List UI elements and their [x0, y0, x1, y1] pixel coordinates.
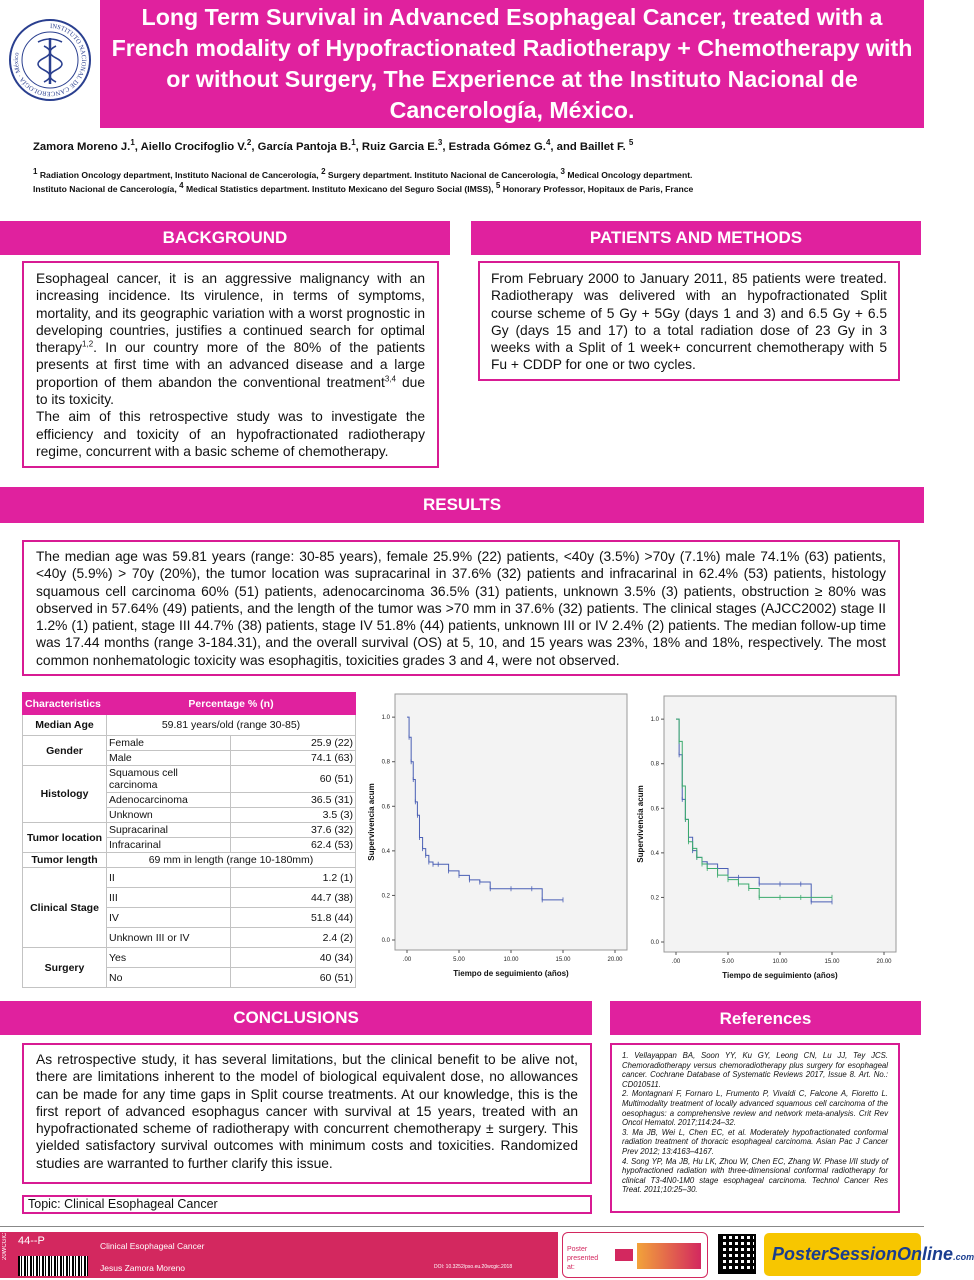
table-row: Unknown 3.5 (3)	[23, 808, 356, 823]
x-tick-label: 15.00	[824, 959, 840, 965]
table-row: Male 74.1 (63)	[23, 751, 356, 766]
table-header-characteristics: Characteristics	[23, 693, 107, 715]
survival-chart-overall	[363, 690, 631, 990]
reference-item: 1. Vellayappan BA, Soon YY, Ku GY, Leong CN, Lu JJ, Tey JCS. Chemoradiotherapy versus chemoradiotherapy plus surgery for esophageal cancer. Cochrane Database of Systematic Reviews 2017, Issue 8. Art. No.: CD010511.	[622, 1051, 888, 1089]
institute-logo	[0, 0, 100, 128]
table-row: IV 51.8 (44)	[23, 908, 356, 928]
x-tick-label: .00	[671, 959, 681, 965]
x-tick-label: 20.00	[607, 957, 623, 963]
conclusions-box: As retrospective study, it has several limitations, but the clinical benefit to be alive not, there are limitations inherent to the model of biological equivalent dose, no allowances can be made for any time gaps in Split course treatments. At our knowledge, this is the first report of advanced esophagus cancer with survival at 15 years, treated with an hypofractionated scheme of radiotherapy with concurrent chemotherapy ± surgery. This yielded satisfactory survival outcomes with minimum costs and toxicities. Randomized studies are warranted to further clarify this issue.	[22, 1043, 592, 1184]
table-row: Gender Female 25.9 (22)	[23, 736, 356, 751]
table-row: Unknown III or IV 2.4 (2)	[23, 928, 356, 948]
footer-code-block	[0, 1232, 94, 1278]
background-box: Esophageal cancer, it is an aggressive malignancy with an increasing incidence. Its virulence, in terms of symptoms, mortality, and its geographic variation with a worst prognostic in developing countries, justifies a continued search for optimal therapy$^{1,2}$. In our country more of the 80% of the patients presents at first time with an advanced disease and a large proportion of them abandon the conventional treatment$^{3,4}$ due to its toxicity. The aim of this retrospective study was to investigate the efficiency and toxicity of an hypofractionated radiotherapy regime, concurrent with a basic scheme of chemotherapy.	[22, 261, 439, 468]
congress-code: 20WCGIC	[2, 1232, 8, 1260]
reference-item: 4. Song YP, Ma JB, Hu LK, Zhou W, Chen EC, Zhang W. Phase I/II study of hypofractioned radiation with three-dimensional conformal radiotherapy for clinical T3-4N0-1M0 stage esophageal carcinoma. Technol Cancer Res Treat. 2011;10:25–30.	[622, 1156, 888, 1195]
y-tick-label: 0.4	[650, 850, 659, 857]
esmo-logo	[615, 1249, 633, 1261]
y-axis-label: Supervivencia acum	[367, 783, 376, 861]
affiliations: $^1$ Radiation Oncology department, Instituto Nacional de Cancerología, $^2$ Surgery department. Instituto Nacional de Cancerología, $^3$ Medical Oncology department. Instituto Nacional de Cancerología, $^4$ Medical Statistics department. Instituto Mexicano del Seguro Social (IMSS), $^5$ Honorary Professor, Hopitaux de Paris, France	[33, 167, 694, 194]
y-tick-label: 0.6	[650, 806, 659, 813]
results-box: The median age was 59.81 years (range: 30-85 years), female 25.9% (22) patients, <40y (3.5%) >70y (7.1%) male 74.1% (63) patients, <40y (5.9%) > 70y (20%), the tumor location was supracarinal in 37.6% (32) patients and infracarinal in 62.4% (53) patients, histology squamous cell carcinoma 60% (51) patients, adenocarcinoma 36.5% (31) patients, unknown 3.5% (3) patients, obstruction ≥ 80% was observed in 57.64% (49) patients, and the length of the tumor was >70 mm in 37.6% (32) patients. The clinical stages (AJCC2002) stage II 1.2% (1) patient, stage III 44.7% (38) patients, stage IV 51.8% (44) patients, unknown III or IV 2.4% (2) patients. The median follow-up time was 17.44 months (range 3-184.31), and the overall survival (OS) at 5, 10, and 15 years was 23%, 18% and 18%, respectively. The most common nonhematologic toxicity was esophagitis, toxicities grades 3 and 4, were not observed.	[22, 540, 900, 676]
y-tick-label: 0.2	[650, 895, 659, 902]
y-tick-label: 0.6	[381, 804, 390, 811]
footer-divider	[0, 1226, 924, 1227]
y-tick-label: 0.2	[381, 893, 390, 900]
logo-ring-text: INSTITUTO NACIONAL DE CANCEROLOGÍA · México	[12, 22, 87, 98]
presented-at-label: Poster presented at:	[567, 1246, 599, 1271]
brand-tld: .com	[953, 1252, 974, 1262]
table-row: Tumor length 69 mm in length (range 10-180mm)	[23, 853, 356, 868]
brand-name: PosterSessionOnline	[772, 1244, 954, 1264]
reference-item: 2. Montagnani F, Fornaro L, Frumento P, Vivaldi C, Falcone A, Fioretto L. Multimodality treatment of locally advanced squamous cell carcinoma of the oesophagus: a comprehensive review and network meta-analysis. Crit Rev Oncol Hematol. 2017;114:24–32.	[622, 1089, 888, 1128]
x-tick-label: .00	[402, 957, 412, 963]
table-row: Clinical Stage II 1.2 (1)	[23, 868, 356, 888]
y-tick-label: 0.0	[650, 940, 659, 946]
y-tick-label: 0.0	[381, 938, 390, 944]
plot-area	[664, 696, 896, 952]
postersessiononline-logo	[764, 1233, 974, 1276]
table-row: Infracarinal 62.4 (53)	[23, 838, 356, 853]
table-row: No 60 (51)	[23, 968, 356, 988]
y-tick-label: 0.8	[650, 761, 659, 768]
x-axis-label: Tiempo de seguimiento (años)	[453, 969, 569, 978]
footer-doi: DOI: 10.3252/pso.eu.20wcgic.2018	[434, 1264, 513, 1270]
y-tick-label: 0.8	[381, 759, 390, 766]
methods-heading: PATIENTS AND METHODS	[471, 221, 921, 255]
table-row: Histology Squamous cell carcinoma 60 (51)	[23, 766, 356, 793]
y-tick-label: 0.4	[381, 848, 390, 855]
table-row: Tumor location Supracarinal 37.6 (32)	[23, 823, 356, 838]
topic-label: Topic: Clinical Esophageal Cancer	[22, 1195, 592, 1214]
table-row: Surgery Yes 40 (34)	[23, 948, 356, 968]
table-header-percentage: Percentage % (n)	[107, 693, 356, 715]
x-tick-label: 5.00	[722, 959, 734, 965]
background-heading: BACKGROUND	[0, 221, 450, 255]
references-box	[610, 1043, 900, 1213]
footer-info-block	[94, 1232, 558, 1278]
wcgic-logo	[637, 1243, 701, 1269]
y-axis-label: Supervivencia acum	[636, 785, 645, 863]
barcode	[18, 1256, 88, 1276]
table-row: Median Age 59.81 years/old (range 30-85)	[23, 715, 356, 736]
plot-area	[395, 694, 627, 950]
presented-at-block	[562, 1232, 708, 1278]
table-row: Adenocarcinoma 36.5 (31)	[23, 793, 356, 808]
footer-author: Jesus Zamora Moreno	[100, 1263, 186, 1273]
y-tick-label: 1.0	[650, 717, 659, 724]
poster-number: 44--P	[18, 1235, 45, 1247]
qr-code	[718, 1234, 756, 1274]
y-tick-label: 1.0	[381, 715, 390, 722]
methods-box: From February 2000 to January 2011, 85 patients were treated. Radiotherapy was delivered with an hypofractionated Split course scheme of 5 Gy + 5Gy (days 1 and 3) and 6.5 Gy + 6.5 Gy (days 15 and 17) to a total radiation dose of 23 Gy in 3 weeks with a Split of 1 week+ concurrent chemotherapy with 5 Fu + CDDP for one or two cycles.	[478, 261, 900, 381]
conclusions-heading: CONCLUSIONS	[0, 1001, 592, 1035]
reference-item: 3. Ma JB, Wei L, Chen EC, et al. Moderately hypofractionated conformal radiation treatment of thoracic esophageal carcinoma. Asian Pac J Cancer Prev 2012; 13:4163–4167.	[622, 1127, 888, 1156]
references-heading: References	[610, 1001, 921, 1035]
table-row: III 44.7 (38)	[23, 888, 356, 908]
results-heading: RESULTS	[0, 487, 924, 523]
x-tick-label: 15.00	[555, 957, 571, 963]
x-axis-label: Tiempo de seguimiento (años)	[722, 971, 838, 980]
x-tick-label: 5.00	[453, 957, 465, 963]
x-tick-label: 10.00	[503, 957, 519, 963]
characteristics-table	[22, 692, 356, 988]
poster-title: Long Term Survival in Advanced Esophageal Cancer, treated with a French modality of Hypofractionated Radiotherapy + Chemotherapy with or without Surgery, The Experience at the Instituto Nacional de Cancerología, México.	[100, 0, 924, 128]
x-tick-label: 10.00	[772, 959, 788, 965]
footer-topic: Clinical Esophageal Cancer	[100, 1241, 205, 1251]
authors: Zamora Moreno J.$^1$, Aiello Crocifoglio V.$^2$, García Pantoja B.$^1$, Ruiz Garcia E.$^3$, Estrada Gómez G.$^4$, and Baillet F. $^5$	[33, 138, 634, 153]
survival-chart-comparison	[632, 692, 900, 992]
x-tick-label: 20.00	[876, 959, 892, 965]
